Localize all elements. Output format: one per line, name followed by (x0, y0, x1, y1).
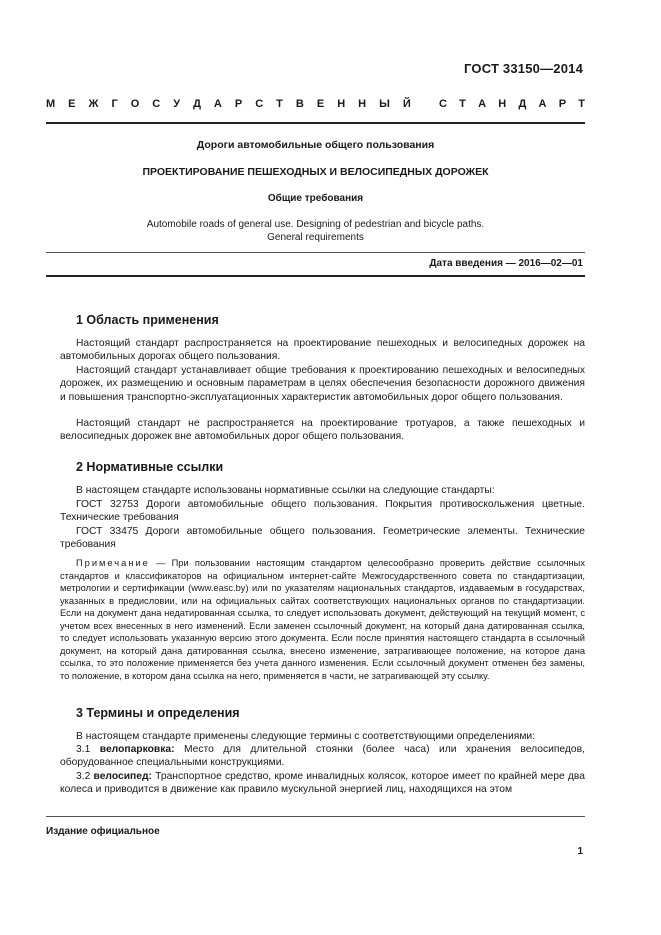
section2-heading: 2 Нормативные ссылки (76, 460, 224, 474)
header-rule (46, 122, 585, 124)
main-title: ПРОЕКТИРОВАНИЕ ПЕШЕХОДНЫХ И ВЕЛОСИПЕДНЫХ ДОРОЖЕК (142, 166, 489, 178)
page-number: 1 (577, 846, 583, 857)
section2-note (60, 557, 585, 682)
interstate-letter: У (173, 98, 181, 110)
interstate-letter: Т (276, 98, 283, 110)
interstate-letter: О (130, 98, 140, 110)
interstate-letter: Н (358, 98, 367, 110)
standard-letter: Н (498, 98, 507, 110)
subtitle: Общие требования (267, 193, 364, 204)
english-title (46, 218, 585, 244)
section2-reference1: ГОСТ 32753 Дороги автомобильные общего пользования. Покрытия противоскольжения цветные. Технические требования (60, 499, 585, 524)
standard-letter: Д (518, 98, 527, 110)
interstate-letter: Е (68, 98, 76, 110)
standard-letter: С (439, 98, 447, 110)
english-title-line1: Automobile roads of general use. Designing of pedestrian and bicycle paths. (146, 219, 485, 230)
interstate-letter: Д (193, 98, 201, 110)
footer-rule (46, 816, 585, 817)
date-rule (46, 275, 585, 277)
road-type-title: Дороги автомобильные общего пользования (196, 139, 435, 151)
interstate-letter: А (213, 98, 222, 110)
term-definition: Место для длительной стоянки (более часа) или хранения велосипедов, оборудованное специальными конструкциями. (60, 744, 585, 769)
section3-paragraph1: В настоящем стандарте применены следующие термины с соответствующими определениями: (76, 731, 536, 742)
interstate-letter: Ж (88, 98, 99, 110)
interstate-standard-banner (46, 98, 585, 110)
interstate-letter: М (46, 98, 56, 110)
term-number: 3.1 (76, 744, 100, 755)
section1-heading: 1 Область применения (76, 313, 219, 327)
standard-letter: Т (459, 98, 466, 110)
section2-paragraph1: В настоящем стандарте использованы нормативные ссылки на следующие стандарты: (76, 485, 495, 496)
section2-reference2: ГОСТ 33475 Дороги автомобильные общего пользования. Геометрические элементы. Технические требования (60, 526, 585, 551)
interstate-letter: Й (402, 98, 411, 110)
section3-heading: 3 Термины и определения (76, 706, 240, 720)
title-rule (46, 252, 585, 253)
term-bicycle (60, 770, 585, 797)
standard-letter: Р (558, 98, 567, 110)
term-name: велосипед: (93, 771, 152, 782)
interstate-letter: Н (337, 98, 346, 110)
interstate-letter: Г (111, 98, 118, 110)
interstate-letter: С (152, 98, 161, 110)
section1-paragraph3: Настоящий стандарт не распространяется на проектирование тротуаров, а также пешеходных и велосипедных дорожек вне автомобильных дорог общего пользования. (60, 418, 585, 443)
standard-letter: Т (578, 98, 585, 110)
term-name: велопарковка: (99, 744, 175, 755)
introduction-date: Дата введения — 2016—02—01 (429, 258, 583, 269)
interstate-word (46, 98, 411, 110)
standard-word (439, 98, 585, 110)
section1-paragraph2: Настоящий стандарт устанавливает общие требования к проектированию пешеходных и велосипедных дорожек, их размещению и основным параметрам в целях обеспечения безопасности дорожного движения и повышения транспортно-эксплуатационных характеристик автомобильных дорог общего пользования. (60, 365, 585, 403)
term-number: 3.2 (76, 771, 94, 782)
interstate-letter: С (255, 98, 264, 110)
interstate-letter: Р (234, 98, 243, 110)
document-code: ГОСТ 33150—2014 (464, 61, 583, 76)
term-definition: Транспортное средство, кроме инвалидных колясок, которое имеет по крайней мере два колеса и приводится в движение как правило мускульной энергией лиц, находящихся на этом (60, 771, 585, 796)
interstate-letter: Ы (379, 98, 390, 110)
standard-letter: А (478, 98, 487, 110)
interstate-letter: В (295, 98, 304, 110)
official-edition-label: Издание официальное (46, 826, 160, 837)
english-title-line2: General requirements (267, 232, 364, 243)
note-label: Примечание (76, 558, 150, 568)
note-text: — При пользовании настоящим стандартом целесообразно проверить действие ссылочных стандартов и классификаторов на официальном интернет-сайте Межгосударственного совета по стандартизации, метрологии и сертификации (www.easc.by) или по указателям национальных стандартов, издаваемым в государствах, указанных в предисловии, или на официальных сайтах соответствующих национальных органов по стандартизации. Если на документ дана недатированная ссылка, то следует использовать документ, действующий на текущий момент, с учетом всех внесенных в него изменений. Если заменен ссылочный документ, на который дана датированная ссылка, то следует использовать указанную версию этого документа. Если после принятия настоящего стандарта в ссылочный документ, на который дана датированная ссылка, внесено изменение, затрагивающее положение, на которое дана ссылка, то это положение применяется без учета данного изменения. Если ссылочный документ отменен без замены, то положение, в котором дана ссылка на него, применяется в части, не затрагивающей эту ссылку. (60, 558, 585, 681)
standard-letter: А (538, 98, 547, 110)
term-bicycle-parking (60, 743, 585, 770)
section1-paragraph1: Настоящий стандарт распространяется на проектирование пешеходных и велосипедных дорожек на автомобильных дорогах общего пользования. (60, 338, 585, 363)
interstate-letter: Е (316, 98, 325, 110)
